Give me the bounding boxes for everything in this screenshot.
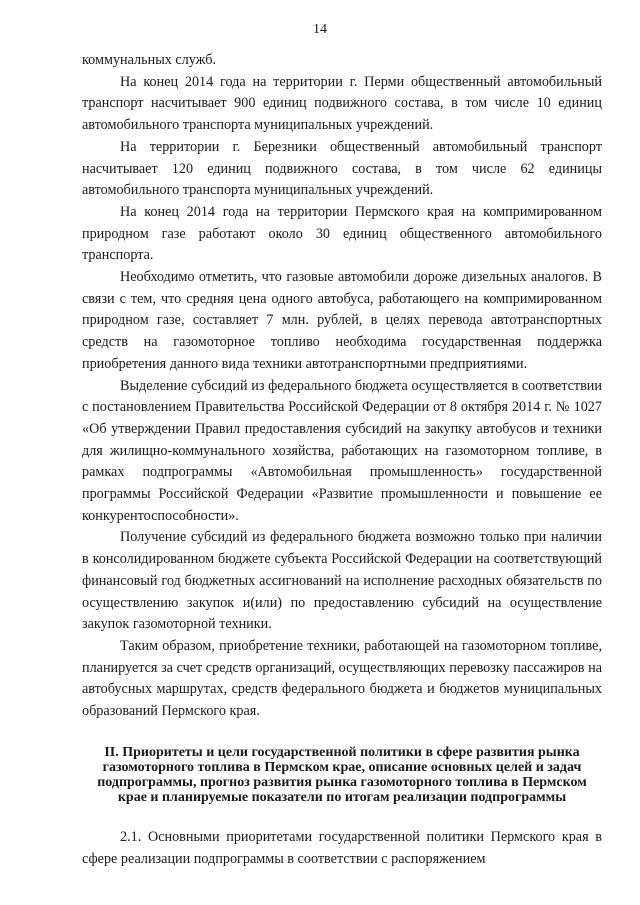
section-heading: II. Приоритеты и цели государственной политики в сфере развития рынка газомоторного топлива в Пермском крае, описание основных целей и задач подпрограммы, прогноз развития рынка газомоторного топлива в Пермском крае и планируемые показатели по итогам реализации подпрограммы — [97, 744, 587, 805]
paragraph: На конец 2014 года на территории Пермского края на компримированном природном газе работают около 30 единиц общественного автомобильного транспорта. — [82, 203, 602, 264]
document-body — [82, 50, 602, 870]
paragraph: 2.1. Основными приоритетами государственной политики Пермского края в сфере реализации подпрограммы в соответствии с распоряжением — [82, 828, 602, 867]
paragraph: Получение субсидий из федерального бюджета возможно только при наличии в консолидированном бюджете субъекта Российской Федерации на соответствующий финансовый год бюджетных ассигнований на исполнение расходных обязательств по осуществлению закупок и(или) по предоставлению субсидий на осуществление закупок газомоторной техники. — [82, 529, 602, 633]
paragraph: Выделение субсидий из федерального бюджета осуществляется в соответствии с постановлением Правительства Российской Федерации от 8 октября 2014 г. № 1027 «Об утверждении Правил предоставления субсидий на закупку автобусов и техники для жилищно-коммунального хозяйства, работающих на газомоторном топливе, в рамках подпрограммы «Автомобильная промышленность» государственной программы Российской Федерации «Развитие промышленности и повышение ее конкурентоспособности». — [82, 377, 602, 524]
paragraph: На территории г. Березники общественный автомобильный транспорт насчитывает 120 единиц подвижного состава, в том числе 62 единицы автомобильного транспорта муниципальных учреждений. — [82, 138, 602, 199]
paragraph: коммунальных служб. — [82, 52, 217, 68]
page-number: 14 — [313, 22, 327, 37]
paragraph: Необходимо отметить, что газовые автомобили дороже дизельных аналогов. В связи с тем, что средняя цена одного автобуса, работающего на компримированном природном газе, составляет 7 млн. рублей, в целях перевода автотранспортных средств на газомоторное топливо необходима государственная поддержка приобретения данного вида техники автотранспортными предприятиями. — [82, 269, 602, 372]
paragraph: На конец 2014 года на территории г. Перми общественный автомобильный транспорт насчитывает 900 единиц подвижного состава, в том числе 10 единиц автомобильного транспорта муниципальных учреждений. — [82, 73, 602, 134]
paragraph: Таким образом, приобретение техники, работающей на газомоторном топливе, планируется за счет средств организаций, осуществляющих перевозку пассажиров на автобусных маршрутах, средств федерального бюджета и бюджетов муниципальных образований Пермского края. — [82, 637, 602, 720]
